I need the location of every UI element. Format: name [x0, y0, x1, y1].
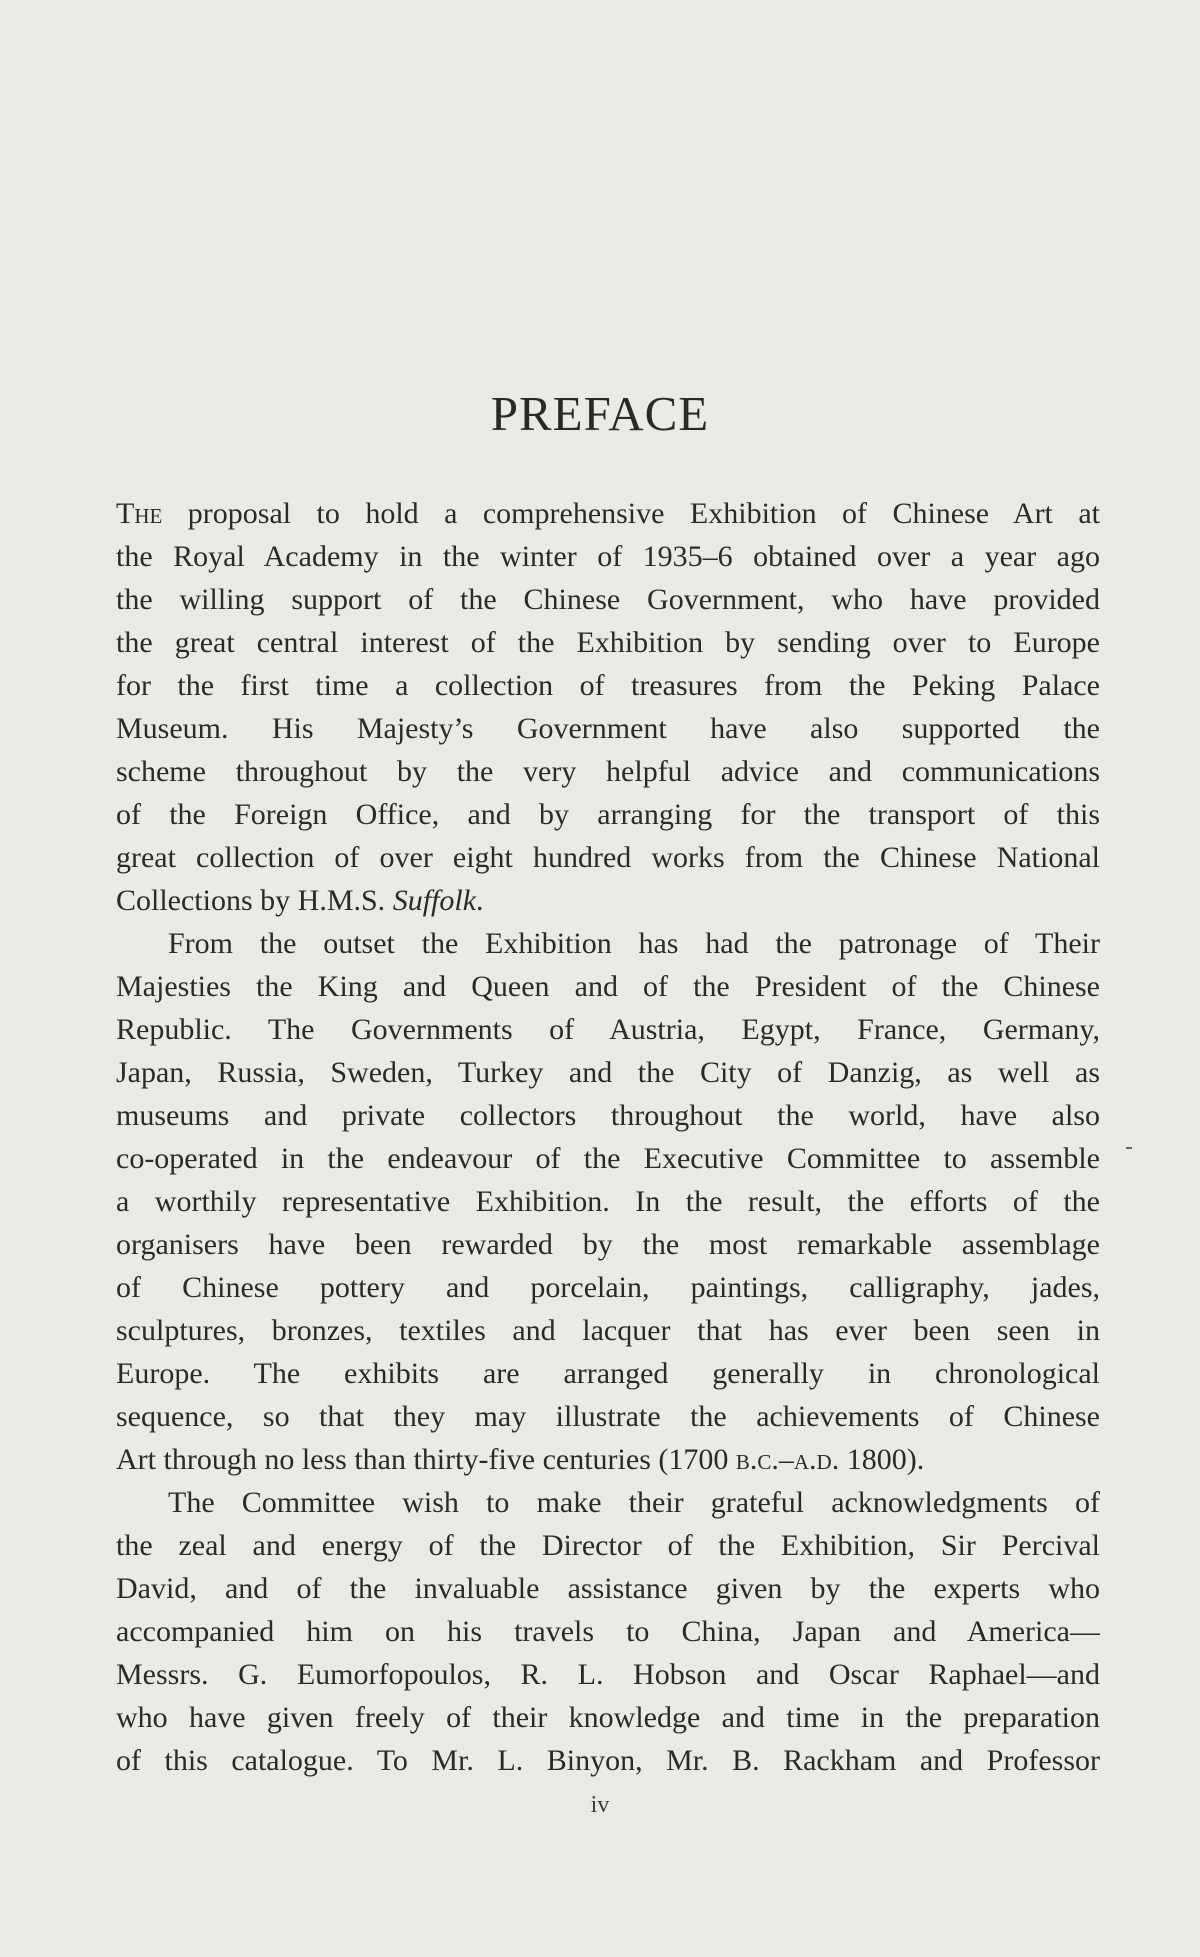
text-line: sequence, so that they may illustrate the achievements of Chinese [116, 1400, 1100, 1433]
text-line: the willing support of the Chinese Government, who have provided [116, 583, 1100, 616]
text-line: scheme throughout by the very helpful advice and communications [116, 755, 1100, 788]
text-line: organisers have been rewarded by the most remarkable assemblage [116, 1228, 1100, 1261]
text-line: The Committee wish to make their grateful acknowledgments of [168, 1486, 1100, 1519]
text-line: David, and of the invaluable assistance given by the experts who [116, 1572, 1100, 1605]
text-fragment: Collections by H.M.S. [116, 884, 393, 917]
text-line: the great central interest of the Exhibition by sending over to Europe [116, 626, 1100, 659]
margin-mark [1126, 1147, 1132, 1149]
text-line: great collection of over eight hundred works from the Chinese National [116, 841, 1100, 874]
text-line: the zeal and energy of the Director of the Exhibition, Sir Percival [116, 1529, 1100, 1562]
paragraph-1-last-line [116, 879, 1100, 922]
text-line: Messrs. G. Eumorfopoulos, R. L. Hobson and Oscar Raphael—and [116, 1658, 1100, 1691]
paragraph-2-last-line [116, 1438, 1100, 1481]
page-number: iv [590, 1792, 610, 1818]
preface-text [116, 492, 1100, 1782]
text-line: of this catalogue. To Mr. L. Binyon, Mr. B. Rackham and Professor [116, 1744, 1100, 1777]
era-bc: b.c. [735, 1443, 779, 1476]
lead-word: The [116, 497, 163, 530]
text-line: for the first time a collection of treasures from the Peking Palace [116, 669, 1100, 702]
text-line: who have given freely of their knowledge and time in the preparation [116, 1701, 1100, 1734]
text-line: Europe. The exhibits are arranged generally in chronological [116, 1357, 1100, 1390]
text-fragment: Art through no less than thirty-five centuries (1700 [116, 1443, 736, 1476]
text-line: Museum. His Majesty’s Government have also supported the [116, 712, 1100, 745]
era-ad: a.d. [793, 1443, 840, 1476]
text-line: of Chinese pottery and porcelain, paintings, calligraphy, jades, [116, 1271, 1100, 1304]
paragraph-1-line-1 [116, 492, 1100, 535]
text-line: of the Foreign Office, and by arranging for the transport of this [116, 798, 1100, 831]
text-fragment: 1800). [839, 1443, 925, 1476]
text-line: museums and private collectors throughout the world, have also [116, 1099, 1100, 1132]
ship-name: Suffolk [392, 884, 477, 917]
text-line: co-operated in the endeavour of the Executive Committee to assemble [116, 1142, 1100, 1175]
page-title: PREFACE [490, 386, 710, 441]
text-line: Japan, Russia, Sweden, Turkey and the City of Danzig, as well as [116, 1056, 1100, 1089]
text-line: a worthily representative Exhibition. In the result, the efforts of the [116, 1185, 1100, 1218]
era-separator: – [778, 1443, 794, 1476]
text-fragment: . [476, 884, 484, 917]
text-line: Republic. The Governments of Austria, Egypt, France, Germany, [116, 1013, 1100, 1046]
text-line: From the outset the Exhibition has had the patronage of Their [168, 927, 1100, 960]
text-line: accompanied him on his travels to China, Japan and America— [116, 1615, 1100, 1648]
text-line: proposal to hold a comprehensive Exhibition of Chinese Art at [162, 497, 1100, 530]
text-line: Majesties the King and Queen and of the President of the Chinese [116, 970, 1100, 1003]
text-line: sculptures, bronzes, textiles and lacquer that has ever been seen in [116, 1314, 1100, 1347]
text-line: the Royal Academy in the winter of 1935–6 obtained over a year ago [116, 540, 1100, 573]
